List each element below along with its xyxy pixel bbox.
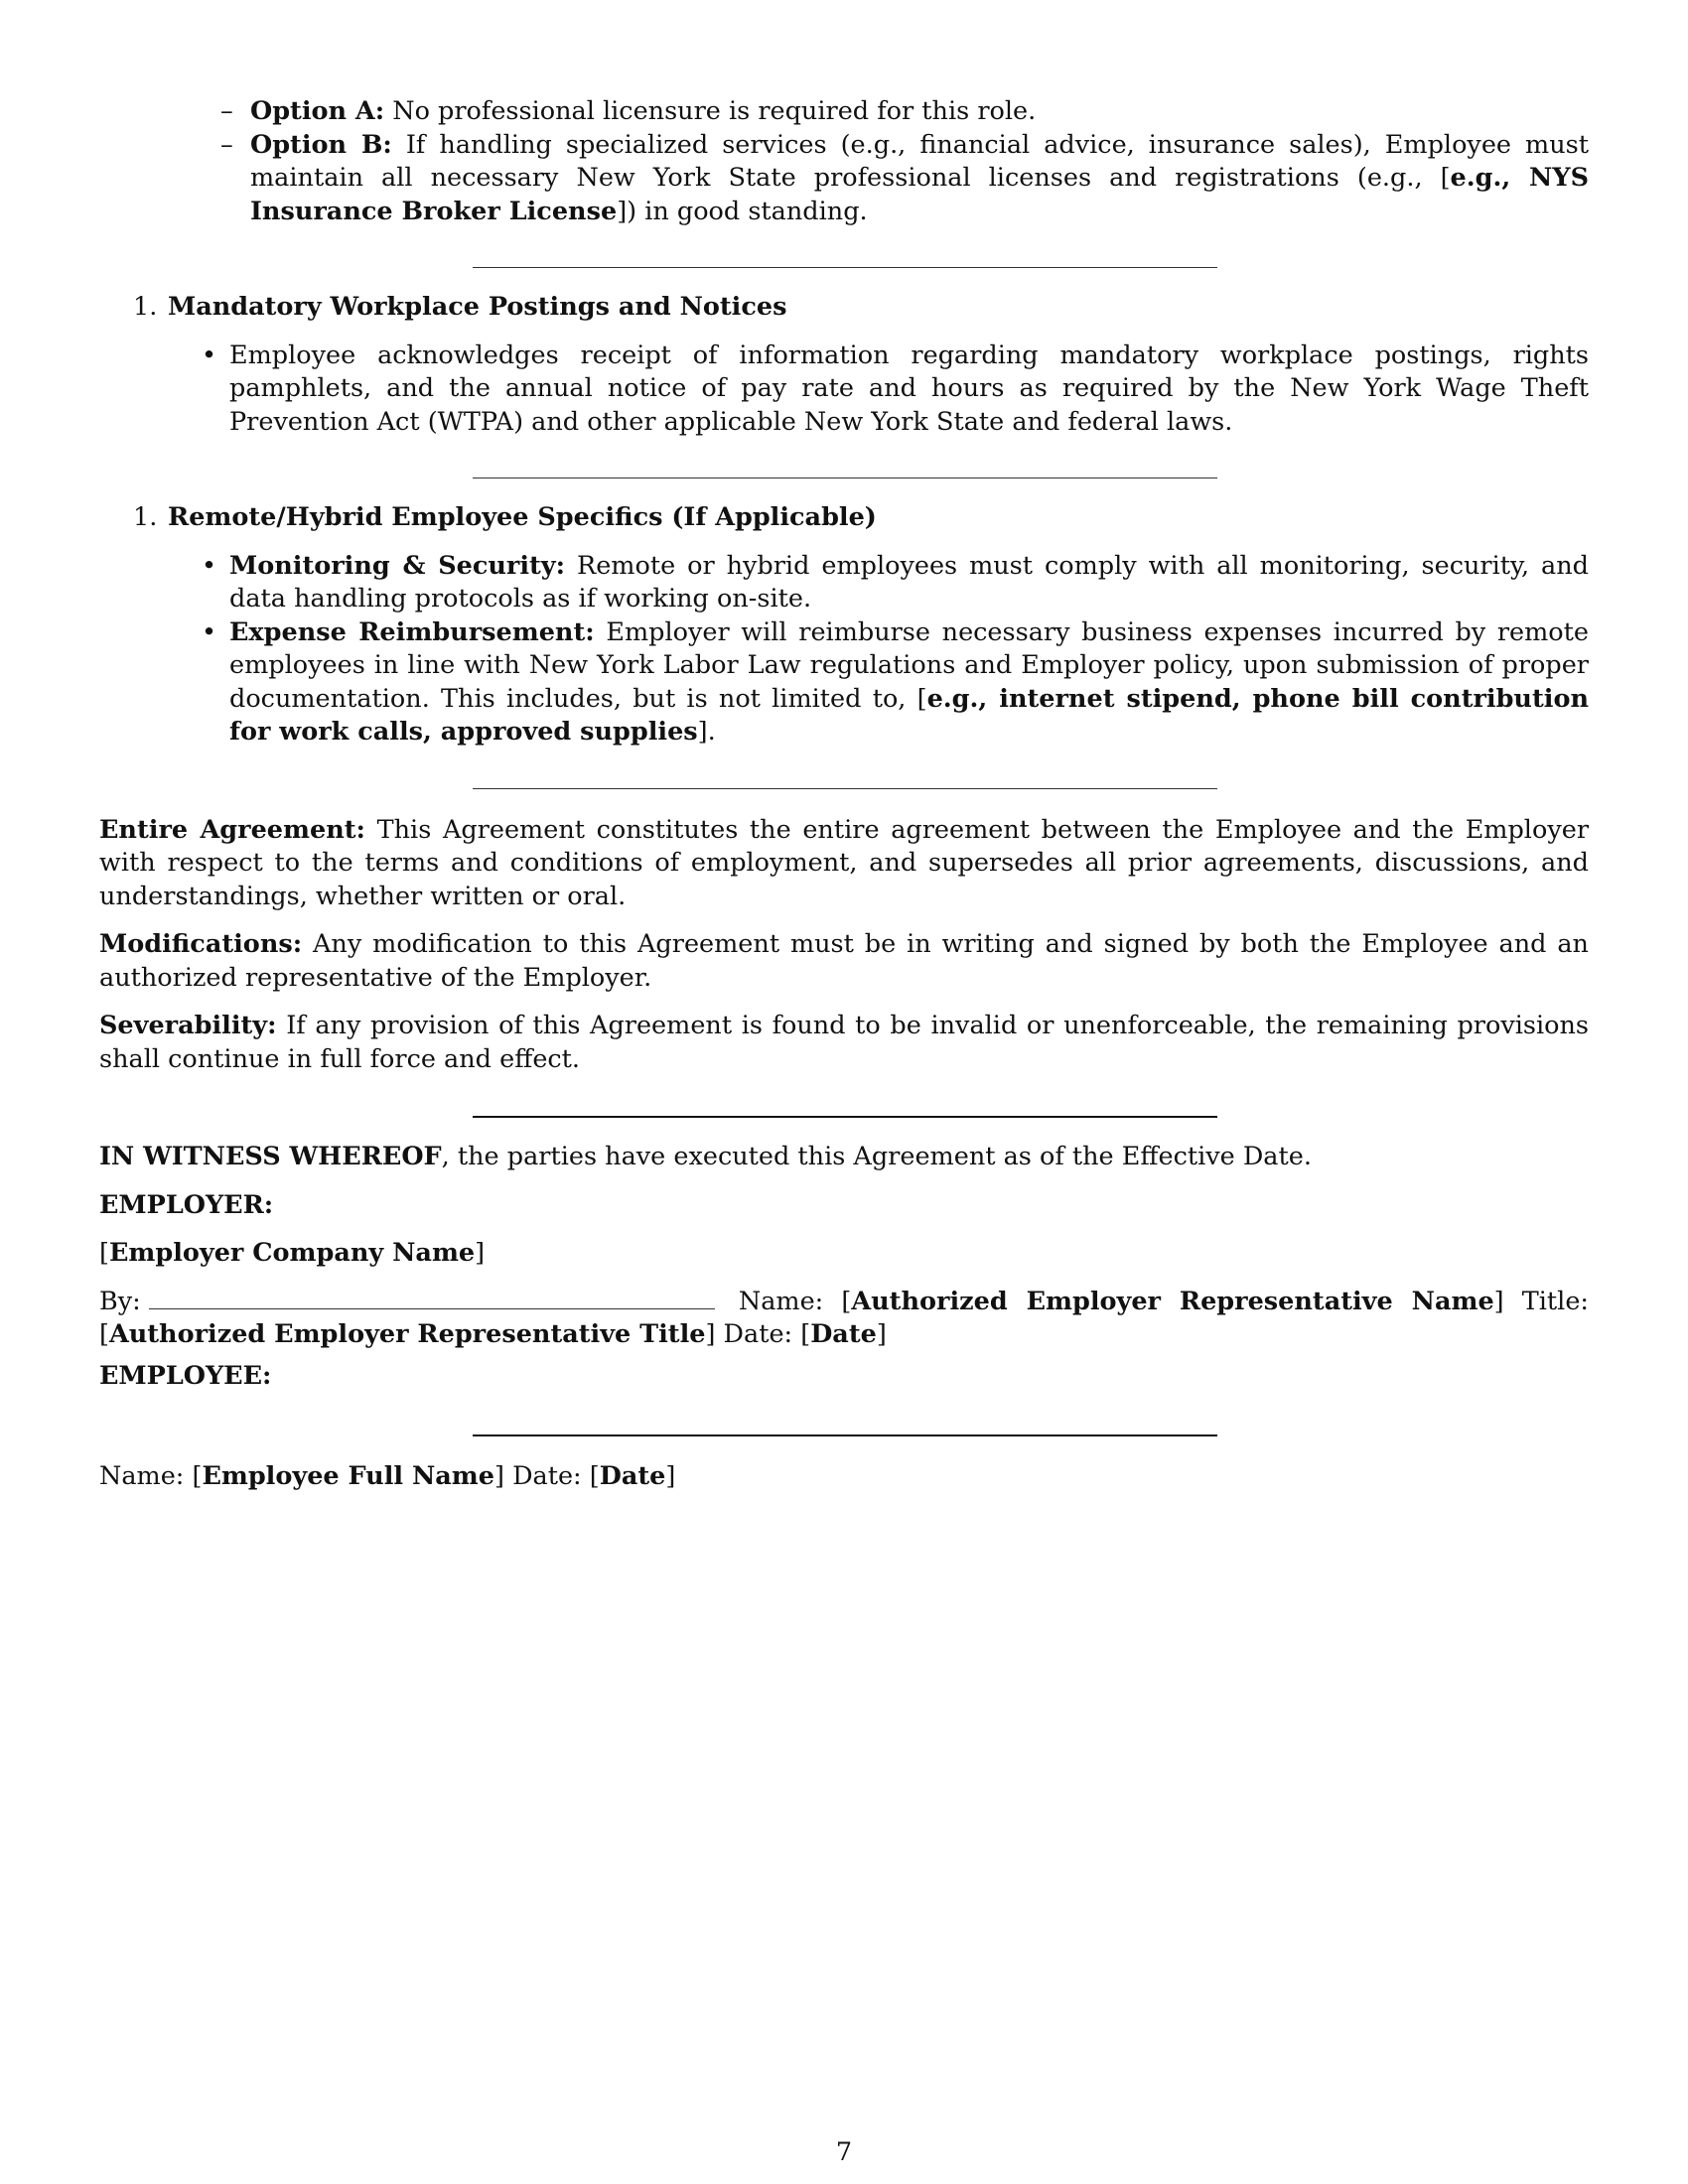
rep-title-label: ] Title: [ bbox=[99, 1286, 1590, 1349]
list-item bbox=[220, 129, 1589, 229]
monitoring-label: Monitoring & Security: bbox=[229, 550, 566, 581]
section-heading-postings bbox=[99, 291, 1589, 325]
list-item bbox=[202, 550, 1590, 616]
employee-name-line bbox=[99, 1460, 1589, 1494]
remote-list bbox=[202, 550, 1590, 750]
witness-text: , the parties have executed this Agreement as of the Effective Date. bbox=[441, 1142, 1312, 1171]
page-number: 7 bbox=[835, 2137, 853, 2167]
bullet-marker: • bbox=[202, 340, 217, 370]
section-number: 1. bbox=[133, 292, 158, 322]
severability-label: Severability: bbox=[99, 1011, 277, 1040]
option-b-label: Option B: bbox=[250, 129, 392, 160]
company-placeholder: Employer Company Name bbox=[108, 1238, 476, 1268]
entire-agreement-label: Entire Agreement: bbox=[99, 814, 365, 845]
modifications-clause bbox=[99, 928, 1589, 995]
employer-signature-block bbox=[99, 1286, 1589, 1352]
option-b-text: If handling specialized services (e.g., financial advice, insurance sales), Employee must maintain all necessary New York State professional licenses and registrations (e.g., [ bbox=[250, 129, 1589, 193]
section-number: 1. bbox=[133, 502, 158, 532]
rep-date-label: ] Date: [ bbox=[705, 1319, 811, 1349]
option-b-end: ]) in good standing. bbox=[617, 196, 868, 226]
bullet-marker: • bbox=[202, 616, 217, 647]
emp-date-placeholder: Date bbox=[599, 1461, 666, 1491]
company-close-bracket: ] bbox=[475, 1238, 486, 1268]
employer-heading bbox=[99, 1189, 1589, 1223]
expense-end: ]. bbox=[697, 717, 716, 747]
section-title: Mandatory Workplace Postings and Notices bbox=[168, 292, 787, 322]
entire-agreement-clause bbox=[99, 814, 1589, 914]
bullet-marker: • bbox=[202, 550, 217, 581]
licensure-options-list bbox=[220, 95, 1589, 228]
expense-text: Employer will reimburse necessary business expenses incurred by remote employees in line with New York Labor Law regulations and Employer policy, upon submission of proper documentation. This includes, but is not limited to, [ bbox=[229, 616, 1589, 714]
rep-name-label: Name: [ bbox=[738, 1286, 852, 1316]
employer-signature-line[interactable] bbox=[149, 1287, 715, 1309]
option-b-placeholder: e.g., NYS Insurance Broker License bbox=[250, 163, 1589, 226]
modifications-text: Any modification to this Agreement must be in writing and signed by both the Employee and an authorized representative of the Employer. bbox=[99, 929, 1589, 993]
expense-label: Expense Reimbursement: bbox=[229, 616, 595, 647]
employer-heading-text: EMPLOYER: bbox=[99, 1189, 274, 1220]
expense-placeholder: e.g., internet stipend, phone bill contribution for work calls, approved supplies bbox=[229, 683, 1589, 747]
by-label: By: bbox=[99, 1286, 141, 1316]
employee-heading-text: EMPLOYEE: bbox=[99, 1360, 272, 1391]
witness-statement bbox=[99, 1141, 1589, 1174]
option-a-text: No professional licensure is required for this role. bbox=[392, 96, 1037, 126]
rep-date-placeholder: Date bbox=[810, 1319, 877, 1349]
severability-text: If any provision of this Agreement is found to be invalid or unenforceable, the remaining provisions shall continue in full force and effect. bbox=[99, 1011, 1590, 1074]
company-open-bracket: [ bbox=[99, 1238, 109, 1268]
emp-name-label: Name: [ bbox=[99, 1461, 203, 1491]
employer-company-line bbox=[99, 1237, 1589, 1271]
option-a-label: Option A: bbox=[250, 96, 385, 126]
document-page bbox=[99, 95, 1589, 1494]
rep-date-close: ] bbox=[876, 1319, 887, 1349]
dash-marker: – bbox=[220, 96, 233, 126]
signature-divider bbox=[473, 1116, 1217, 1118]
list-item bbox=[220, 95, 1589, 129]
employee-heading bbox=[99, 1360, 1589, 1394]
rep-title-placeholder: Authorized Employer Representative Title bbox=[108, 1319, 706, 1349]
emp-name-placeholder: Employee Full Name bbox=[202, 1461, 495, 1491]
postings-text: Employee acknowledges receipt of information regarding mandatory workplace postings, rights pamphlets, and the annual notice of pay rate and hours as required by the New York Wage Theft Prevention Act (WTPA) and other applicable New York State and federal laws. bbox=[229, 340, 1589, 437]
section-title: Remote/Hybrid Employee Specifics (If Applicable) bbox=[168, 502, 877, 532]
section-divider bbox=[473, 788, 1217, 789]
entire-agreement-text: This Agreement constitutes the entire agreement between the Employee and the Employer with respect to the terms and conditions of employment, and supersedes all prior agreements, discussions, and understandings, whether written or oral. bbox=[99, 814, 1590, 911]
severability-clause bbox=[99, 1010, 1589, 1076]
section-heading-remote bbox=[99, 501, 1589, 535]
modifications-label: Modifications: bbox=[99, 929, 303, 959]
rep-name-placeholder: Authorized Employer Representative Name bbox=[851, 1286, 1494, 1316]
emp-date-close: ] bbox=[665, 1461, 676, 1491]
witness-label: IN WITNESS WHEREOF bbox=[99, 1142, 442, 1171]
postings-list bbox=[202, 340, 1589, 440]
dash-marker: – bbox=[220, 129, 233, 160]
list-item bbox=[202, 616, 1589, 750]
employee-signature-line[interactable] bbox=[473, 1434, 1217, 1436]
list-item bbox=[202, 340, 1589, 440]
monitoring-text: Remote or hybrid employees must comply with all monitoring, security, and data handling protocols as if working on-site. bbox=[229, 550, 1590, 614]
section-divider bbox=[473, 267, 1217, 268]
emp-date-label: ] Date: [ bbox=[494, 1461, 600, 1491]
